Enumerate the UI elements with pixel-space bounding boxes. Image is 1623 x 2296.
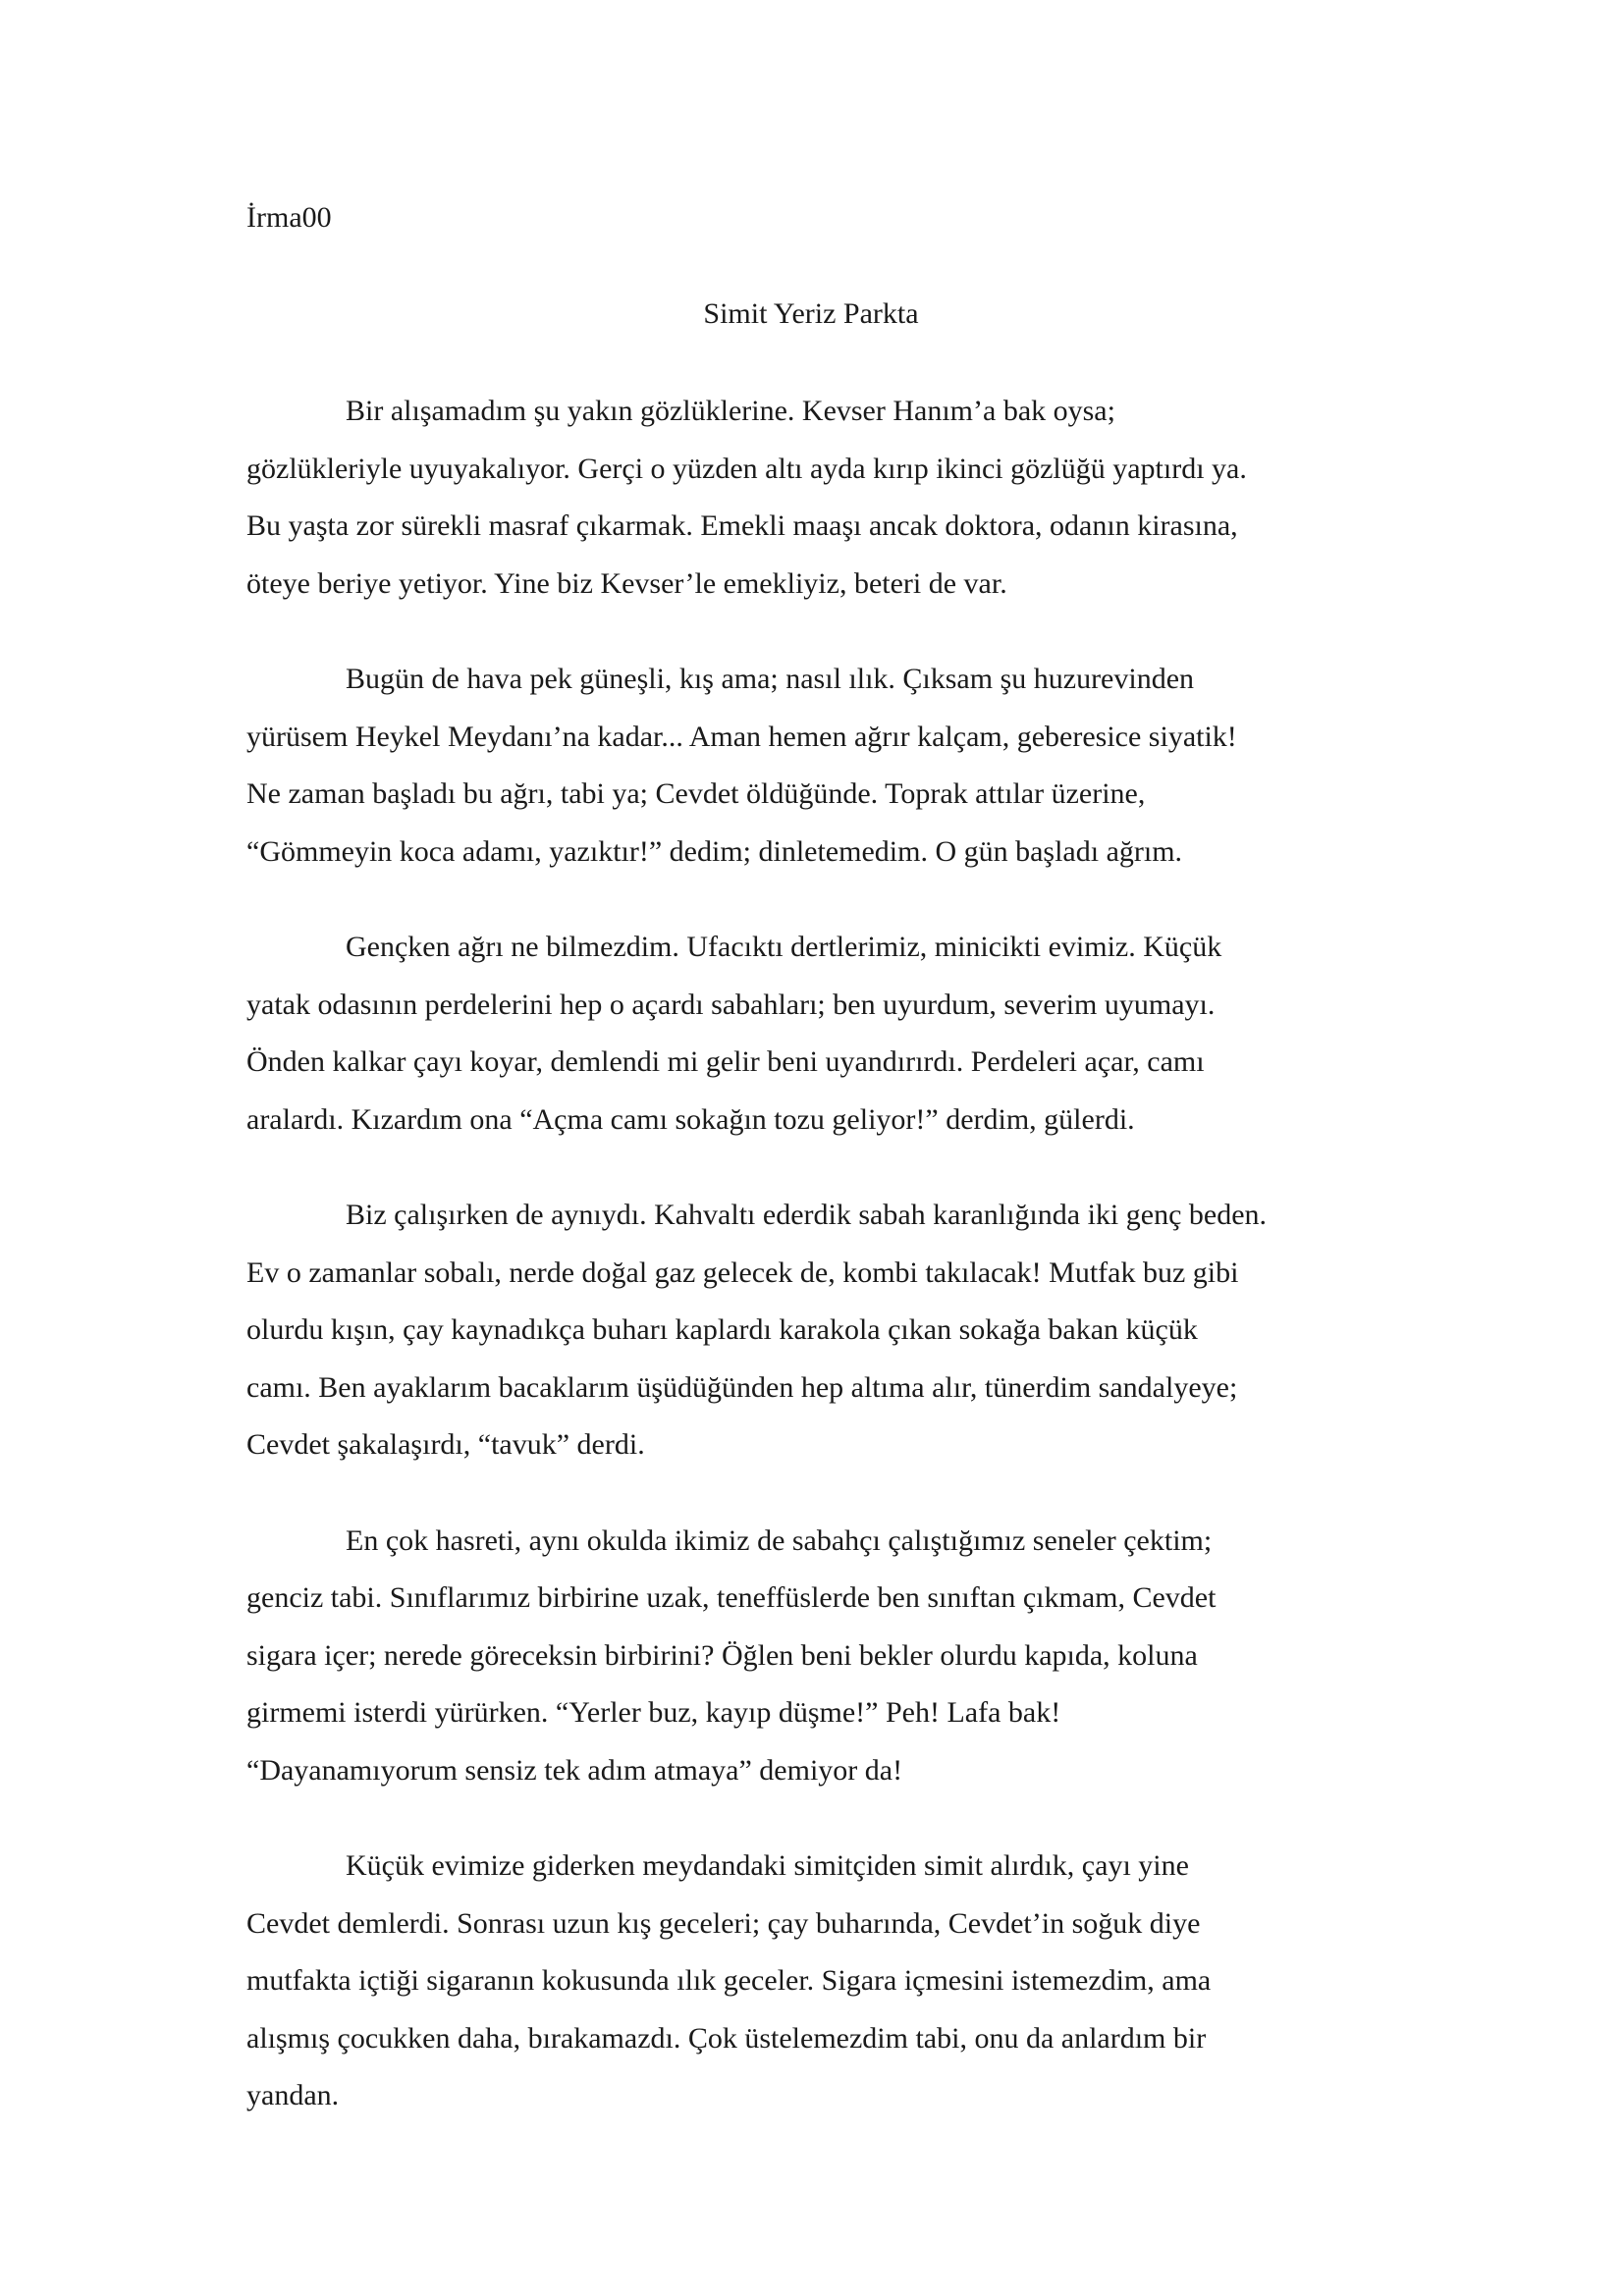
text-line: En çok hasreti, aynı okulda ikimiz de sabahçı çalıştığımız seneler çektim; [346,1523,1213,1557]
text-line: Küçük evimize giderken meydandaki simitçiden simit alırdık, çayı yine [346,1849,1189,1882]
text-line: mutfakta içtiği sigaranın kokusunda ılık geceler. Sigara içmesini istemezdim, ama [246,1964,1212,1997]
paragraph-1 [246,383,1395,613]
text-line: alışmış çocukken daha, bırakamazdı. Çok üstelemezdim tabi, onu da anlardım bir [246,2021,1207,2055]
paragraph-4 [246,1187,1395,1474]
text-line: genciz tabi. Sınıflarımız birbirine uzak, teneffüslerde ben sınıftan çıkmam, Cevdet [246,1581,1217,1614]
text-line: olurdu kışın, çay kaynadıkça buharı kaplardı karakola çıkan sokağa bakan küçük [246,1313,1198,1346]
text-line: Bugün de hava pek güneşli, kış ama; nasıl ılık. Çıksam şu huzurevinden [346,663,1195,695]
text-line: Gençken ağrı ne bilmezdim. Ufacıktı dertlerimiz, minicikti evimiz. Küçük [346,931,1222,963]
text-line: girmemi isterdi yürürken. “Yerler buz, kayıp düşme!” Peh! Lafa bak! [246,1696,1061,1729]
text-line: Bir alışamadım şu yakın gözlüklerine. Kevser Hanım’a bak oysa; [346,395,1115,427]
text-line: Ev o zamanlar sobalı, nerde doğal gaz gelecek de, kombi takılacak! Mutfak buz gibi [246,1255,1239,1289]
text-line: gözlükleriyle uyuyakalıyor. Gerçi o yüzden altı ayda kırıp ikinci gözlüğü yaptırdı ya. [246,452,1247,485]
text-line: “Dayanamıyorum sensiz tek adım atmaya” demiyor da! [246,1753,903,1787]
text-line: yürüsem Heykel Meydanı’na kadar... Aman hemen ağrır kalçam, geberesice siyatik! [246,720,1237,753]
text-line: sigara içer; nerede göreceksin birbirini? Öğlen beni bekler olurdu kapıda, koluna [246,1638,1198,1672]
text-line: “Gömmeyin koca adamı, yazıktır!” dedim; dinletemedim. O gün başladı ağrım. [246,834,1183,868]
text-line: Önden kalkar çayı koyar, demlendi mi gelir beni uyandırırdı. Perdeleri açar, camı [246,1045,1205,1078]
author-name: İrma00 [246,201,332,234]
paragraph-2 [246,651,1395,881]
text-line: öteye beriye yetiyor. Yine biz Kevser’le emekliyiz, beteri de var. [246,566,1007,600]
text-line: camı. Ben ayaklarım bacaklarım üşüdüğünden hep altıma alır, tünerdim sandalyeye; [246,1370,1238,1404]
text-line: aralardı. Kızardım ona “Açma camı sokağın tozu geliyor!” derdim, gülerdi. [246,1102,1135,1136]
text-line: Cevdet şakalaşırdı, “tavuk” derdi. [246,1428,645,1461]
text-line: Biz çalışırken de aynıydı. Kahvaltı ederdik sabah karanlığında iki genç beden. [346,1199,1268,1231]
story-body [246,383,1395,2163]
paragraph-3 [246,919,1395,1148]
paragraph-5 [246,1513,1395,1800]
text-line: Ne zaman başladı bu ağrı, tabi ya; Cevdet öldüğünde. Toprak attılar üzerine, [246,777,1146,810]
paragraph-6 [246,1838,1395,2125]
text-line: Cevdet demlerdi. Sonrası uzun kış geceleri; çay buharında, Cevdet’in soğuk diye [246,1906,1201,1940]
story-title: Simit Yeriz Parkta [703,297,919,330]
text-line: Bu yaşta zor sürekli masraf çıkarmak. Emekli maaşı ancak doktora, odanın kirasına, [246,509,1238,542]
text-line: yatak odasının perdelerini hep o açardı sabahları; ben uyurdum, severim uyumayı. [246,988,1216,1021]
text-line: yandan. [246,2079,340,2111]
